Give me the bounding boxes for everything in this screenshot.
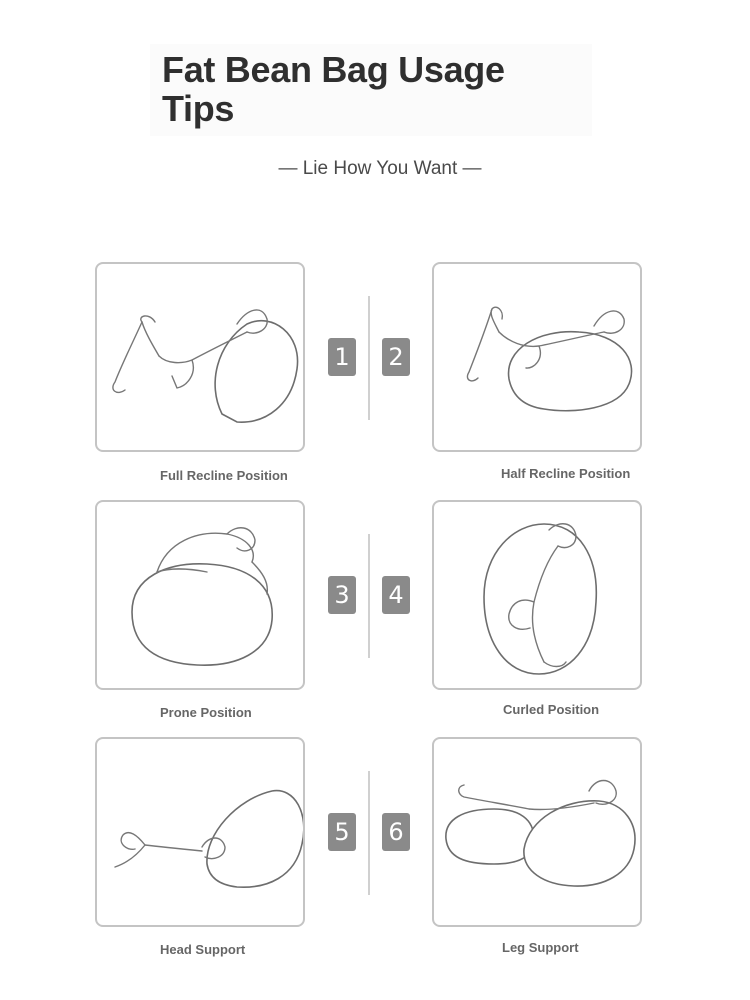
- caption-prone: Prone Position: [160, 705, 252, 720]
- head-support-illustration: [95, 737, 305, 927]
- caption-curled: Curled Position: [503, 702, 600, 717]
- position-number-3: 3: [328, 576, 356, 614]
- divider: [368, 296, 370, 420]
- position-number-4: 4: [382, 576, 410, 614]
- full-recline-illustration: [95, 262, 305, 452]
- position-number-1: 1: [328, 338, 356, 376]
- page-subtitle: — Lie How You Want —: [278, 158, 482, 179]
- curled-illustration: [432, 500, 642, 690]
- position-number-2: 2: [382, 338, 410, 376]
- leg-support-illustration: [432, 737, 642, 927]
- divider: [368, 534, 370, 658]
- caption-full-recline: Full Recline Position: [160, 468, 288, 483]
- divider: [368, 771, 370, 895]
- position-number-6: 6: [382, 813, 410, 851]
- half-recline-illustration: [432, 262, 642, 452]
- prone-illustration: [95, 500, 305, 690]
- caption-head-support: Head Support: [160, 942, 246, 957]
- caption-leg-support: Leg Support: [502, 940, 579, 955]
- page-title: Fat Bean Bag Usage Tips: [162, 49, 505, 129]
- caption-half-recline: Half Recline Position: [501, 466, 631, 481]
- position-number-5: 5: [328, 813, 356, 851]
